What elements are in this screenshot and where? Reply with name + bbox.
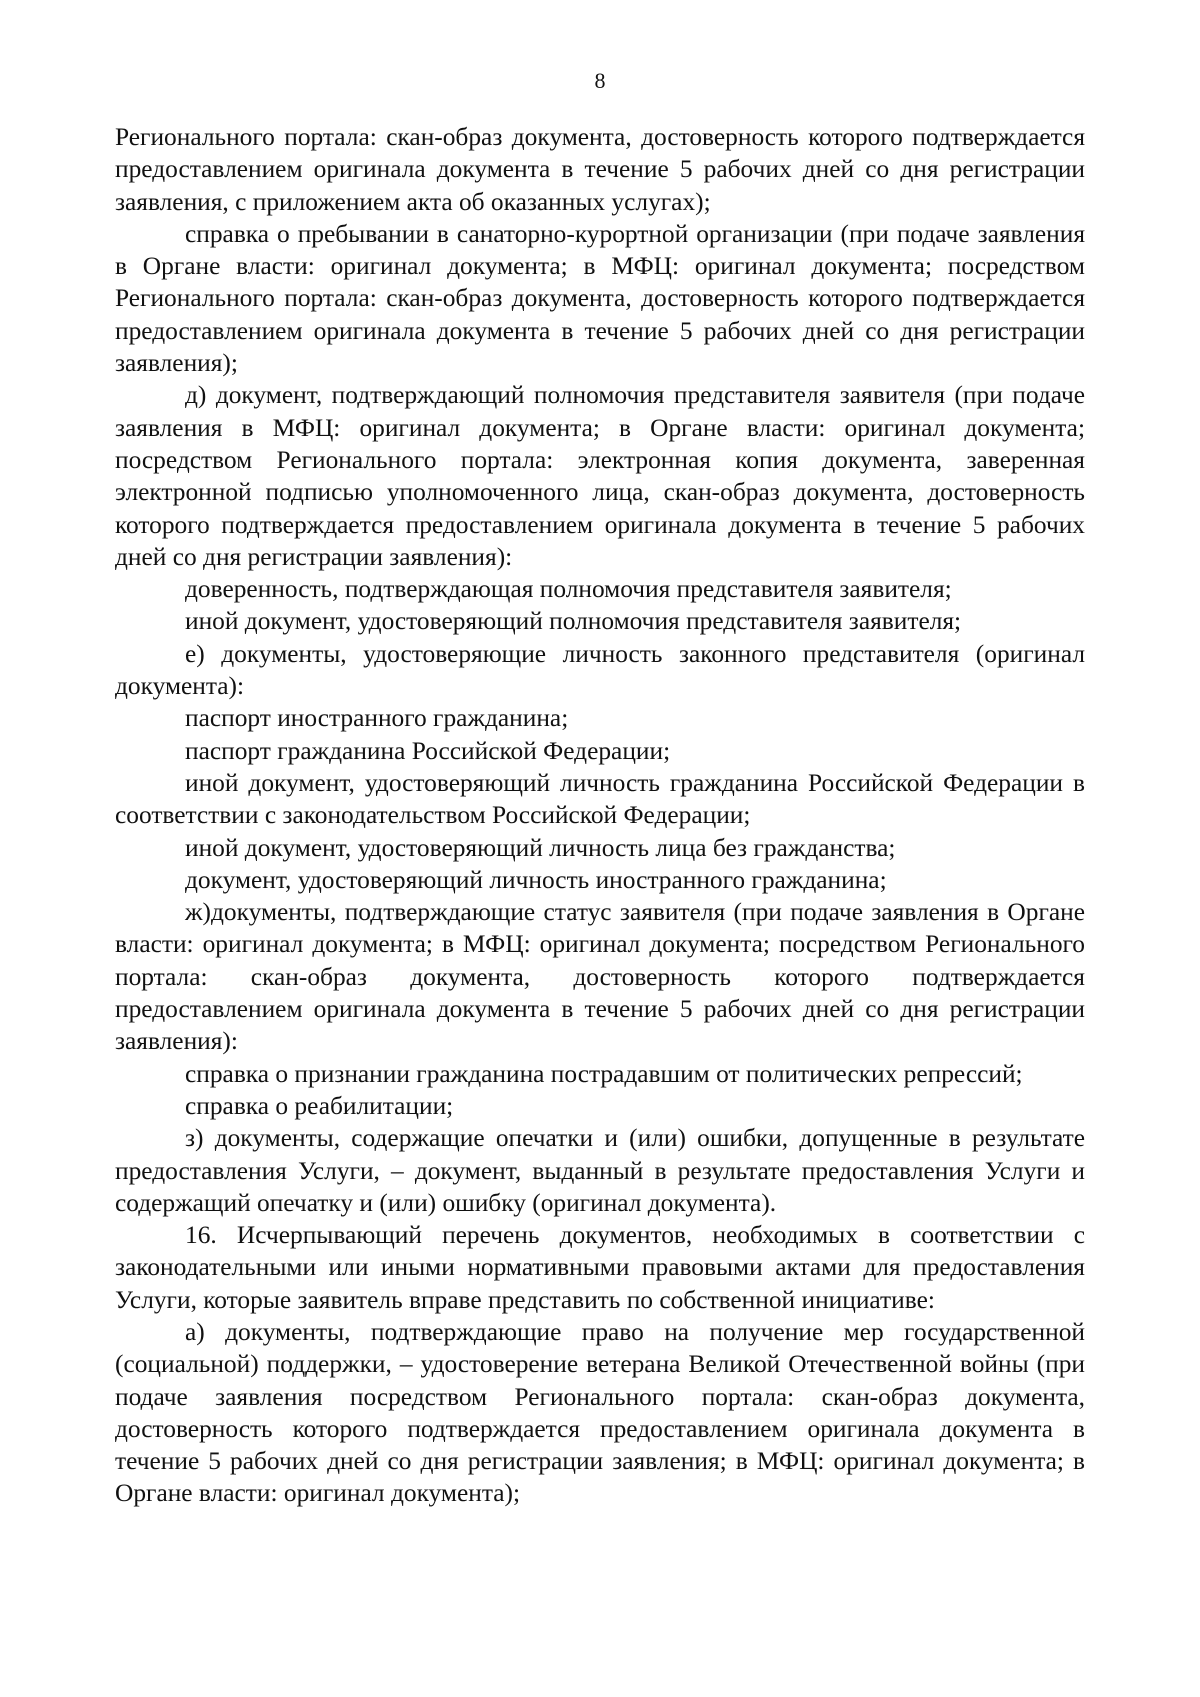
paragraph-rehabilitation-certificate: справка о реабилитации; bbox=[185, 1091, 454, 1120]
paragraph-section-16: 16. Исчерпывающий перечень документов, необходимых в соответствии с законодательными или иными нормативными правовыми актами для предоставления Услуги, которые заявитель вправе представить по собственной инициативе: bbox=[115, 1221, 1085, 1314]
paragraph-other-authority-document: иной документ, удостоверяющий полномочия представителя заявителя; bbox=[185, 607, 962, 636]
paragraph-item-e: е) документы, удостоверяющие личность законного представителя (оригинал документа): bbox=[115, 639, 1085, 701]
paragraph-item-d: д) документ, подтверждающий полномочия представителя заявителя (при подаче заявления в МФЦ: оригинал документа; в Органе власти: оригинал документа; посредством Регионального портала: электронная копия документа, заверенная электронной подписью уполномоченного лица, скан-образ документа, достоверность которого подтверждается предоставлением оригинала документа в течение 5 рабочих дней со дня регистрации заявления): bbox=[115, 381, 1085, 571]
paragraph-other-rf-identity-document: иной документ, удостоверяющий личность гражданина Российской Федерации в соответствии с законодательством Российской Федерации; bbox=[115, 768, 1085, 830]
paragraph-power-of-attorney: доверенность, подтверждающая полномочия представителя заявителя; bbox=[185, 575, 952, 604]
paragraph-foreign-passport: паспорт иностранного гражданина; bbox=[185, 704, 569, 733]
paragraph-rf-passport: паспорт гражданина Российской Федерации; bbox=[185, 736, 671, 765]
page-number: 8 bbox=[594, 68, 606, 93]
paragraph-stateless-identity-document: иной документ, удостоверяющий личность лица без гражданства; bbox=[185, 833, 896, 862]
paragraph-item-z: з) документы, содержащие опечатки и (или) ошибки, допущенные в результате предоставления Услуги, – документ, выданный в результате предоставления Услуги и содержащий опечатку и (или) ошибку (оригинал документа). bbox=[115, 1124, 1085, 1217]
paragraph-foreign-identity-document: документ, удостоверяющий личность иностранного гражданина; bbox=[185, 865, 887, 894]
paragraph-repression-certificate: справка о признании гражданина пострадавшим от политических репрессий; bbox=[185, 1059, 1023, 1088]
paragraph-item-zh: ж)документы, подтверждающие статус заявителя (при подаче заявления в Органе власти: оригинал документа; в МФЦ: оригинал документа; посредством Регионального портала: скан-образ документа, достоверность которого подтверждается предоставлением оригинала документа в течение 5 рабочих дней со дня регистрации заявления): bbox=[115, 898, 1085, 1056]
document-body bbox=[115, 121, 1085, 1510]
paragraph-item-a: а) документы, подтверждающие право на получение мер государственной (социальной) поддержки, – удостоверение ветерана Великой Отечественной войны (при подаче заявления посредством Регионального портала: скан-образ документа, достоверность которого подтверждается предоставлением оригинала документа в течение 5 рабочих дней со дня регистрации заявления; в МФЦ: оригинал документа; в Органе власти: оригинал документа); bbox=[115, 1317, 1085, 1508]
paragraph-sanatorium-certificate: справка о пребывании в санаторно-курортной организации (при подаче заявления в Органе власти: оригинал документа; в МФЦ: оригинал документа; посредством Регионального портала: скан-образ документа, достоверность которого подтверждается предоставлением оригинала документа в течение 5 рабочих дней со дня регистрации заявления); bbox=[115, 219, 1085, 378]
paragraph-continuation: Регионального портала: скан-образ документа, достоверность которого подтверждается предоставлением оригинала документа в течение 5 рабочих дней со дня регистрации заявления, с приложением акта об оказанных услугах); bbox=[115, 123, 1085, 216]
